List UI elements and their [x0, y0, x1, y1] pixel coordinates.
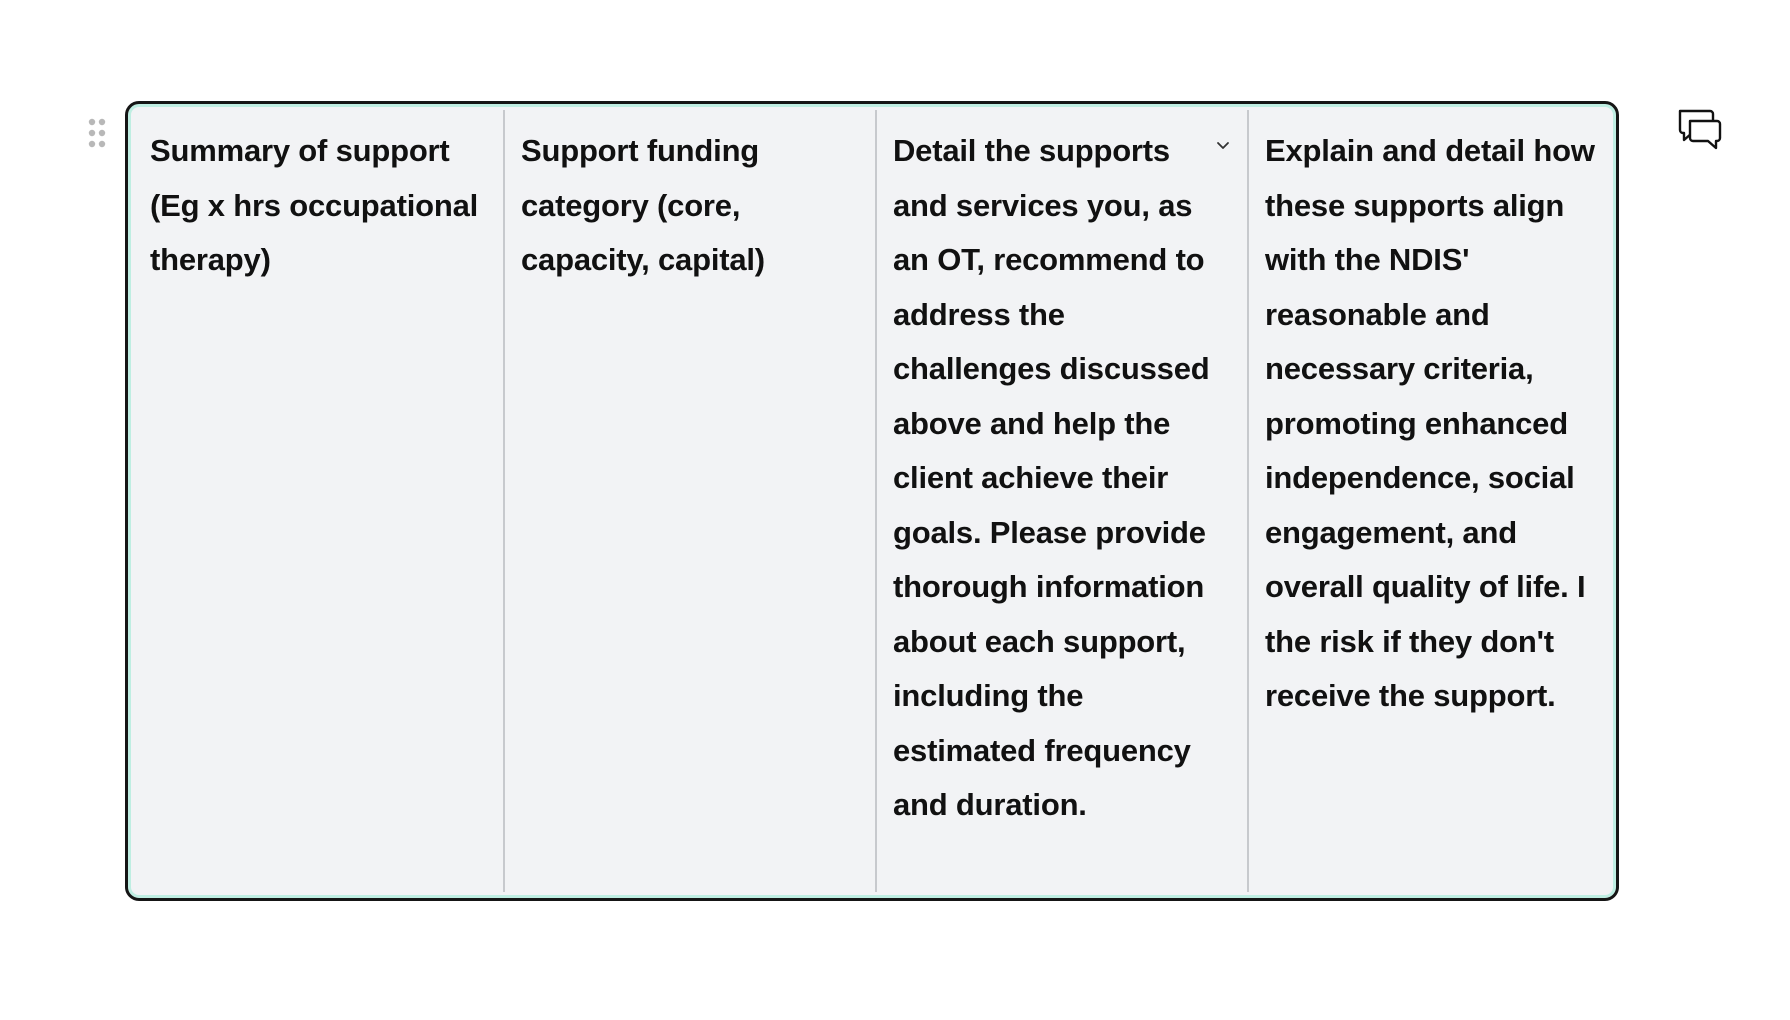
cell-text: Detail the supports and services you, as an OT, recommend to address the challenges discussed above and help the client achieve their goals. Please provide thorough information about each support, including the estimated frequency and duration. — [893, 133, 1210, 822]
table-row — [134, 110, 1610, 892]
table-block — [125, 101, 1619, 901]
table-cell-support-funding-category[interactable] — [505, 110, 877, 892]
cell-text: Support funding category (core, capacity, capital) — [521, 133, 765, 277]
cell-text: Summary of support (Eg x hrs occupational therapy) — [150, 133, 479, 277]
comments-icon[interactable] — [1676, 106, 1724, 150]
chevron-down-icon[interactable] — [1213, 136, 1233, 156]
drag-handle-icon[interactable] — [88, 118, 106, 148]
table-cell-detail-the-supports[interactable] — [877, 110, 1249, 892]
cell-text: Explain and detail how these supports align with the NDIS' reasonable and necessary criteria, promoting enhanced independence, social engagement, and overall quality of life. I the risk if they don't receive the support. — [1265, 133, 1595, 713]
table-cell-summary-of-support[interactable] — [134, 110, 505, 892]
table-cell-explain-and-detail[interactable] — [1249, 110, 1612, 892]
